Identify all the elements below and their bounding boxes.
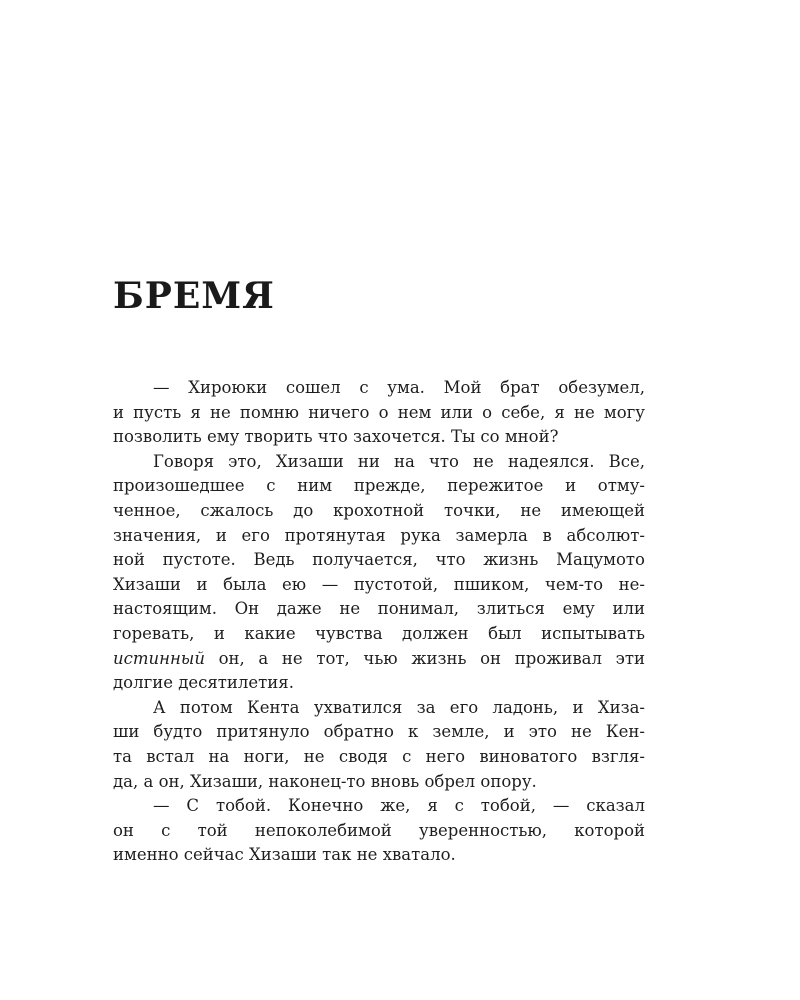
text-line: да, а он, Хизаши, наконец-то вновь обрел опору.: [113, 771, 537, 791]
text-line: произошедшее с ним прежде, пережитое и отму-: [113, 476, 645, 496]
text-line: А потом Кента ухватился за его ладонь, и Хиза-: [153, 697, 645, 717]
chapter-title: БРЕМЯ: [113, 275, 275, 317]
text-line: Говоря это, Хизаши ни на что не надеялся. Все,: [153, 451, 645, 471]
text-line: та встал на ноги, не сводя с него виноватого взгля-: [113, 746, 645, 766]
text-line: долгие десятилетия.: [113, 673, 294, 693]
text-line: Хизаши и была ею — пустотой, пшиком, чем-то не-: [113, 574, 645, 594]
text-line: [113, 647, 645, 672]
chapter-body: [113, 376, 645, 868]
text-line: ши будто притянуло обратно к земле, и это не Кен-: [113, 722, 645, 742]
text-line: горевать, и какие чувства должен был испытывать: [113, 623, 645, 643]
text-line: настоящим. Он даже не понимал, злиться ему или: [113, 599, 645, 619]
text-line: и пусть я не помню ничего о нем или о себе, я не могу: [113, 402, 645, 422]
text-line: позволить ему творить что захочется. Ты со мной?: [113, 427, 559, 447]
text-line: именно сейчас Хизаши так не хватало.: [113, 845, 456, 865]
text-line: он с той непоколебимой уверенностью, которой: [113, 820, 645, 840]
text-line: — С тобой. Конечно же, я с тобой, — сказал: [153, 796, 645, 816]
text-line: значения, и его протянутая рука замерла в абсолют-: [113, 525, 645, 545]
italic-word: истинный: [113, 648, 205, 668]
text-line: — Хироюки сошел с ума. Мой брат обезумел,: [153, 378, 645, 397]
text-line: ченное, сжалось до крохотной точки, не имеющей: [113, 500, 645, 520]
text-line: ной пустоте. Ведь получается, что жизнь Мацумото: [113, 550, 645, 570]
text-line-rest: он, а не тот, чью жизнь он проживал эти: [204, 648, 645, 668]
